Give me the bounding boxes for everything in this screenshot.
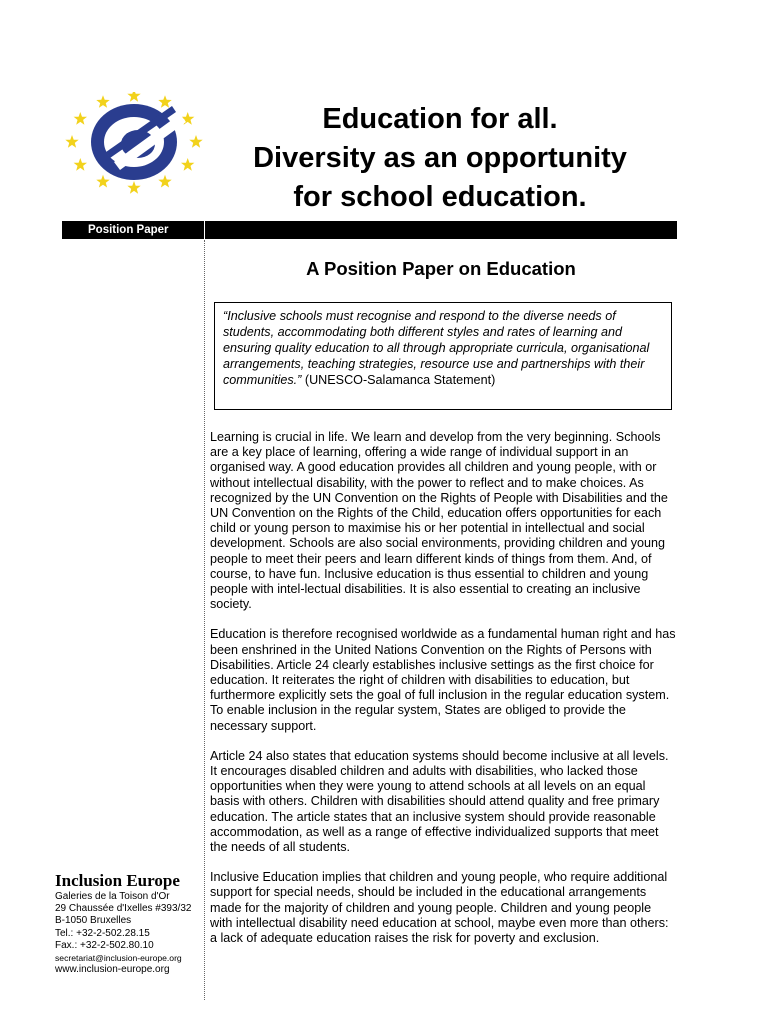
title-line-1: Education for all.: [322, 103, 558, 135]
star-icon: [96, 175, 109, 188]
paragraph-3: Article 24 also states that education systems should become inclusive at all levels. It encourages disabled children and adults with disabilities, who lacked those opportunities when they were young to attend schools at all levels on an equal basis with others. Children with disabilities should attend quality and free primary education. The article states that an inclusive system should provide reasonable accommodation, as well as a range of effective individualized supports that meet the needs of all students.: [210, 748, 669, 855]
paragraph-2: Education is therefore recognised worldwide as a fundamental human right and has been enshrined in the United Nations Convention on the Rights of Persons with Disabilities. Article 24 clearly establishes inclusive settings as the first choice for education. It reiterates the right of children with disabilities to education, but furthermore explicitly sets the goal of full inclusion in the regular education system. To enable inclusion in the regular system, States are obliged to provide the necessary support.: [210, 627, 676, 733]
organization-name: Inclusion Europe: [55, 871, 180, 890]
star-icon: [96, 95, 109, 108]
quote-text: “Inclusive schools must recognise and respond to the diverse needs of students, accommodating both different styles and rates of learning and ensuring quality education to all through appropriate curricula, organisational arrangements, teaching strategies, resource use and partnerships with their communities.”: [223, 309, 650, 387]
paragraph-4: Inclusive Education implies that children and young people, who require additional support for special needs, should be included in the educational arrangements made for the majority of children and young people. Children and young people with intellectual disability need education at school, maybe even more than others: a lack of adequate education raises the risk for poverty and exclusion.: [210, 870, 669, 946]
star-icon: [74, 112, 87, 125]
email-link[interactable]: secretariat@inclusion-europe.org: [55, 953, 182, 964]
address-line-2: 29 Chaussée d'Ixelles #393/32: [55, 903, 192, 915]
organization-contact: [55, 871, 205, 976]
header-bar: [205, 221, 677, 239]
star-icon: [127, 92, 140, 102]
telephone: Tel.: +32-2-502.28.15: [55, 927, 150, 939]
position-paper-label: Position Paper: [62, 221, 204, 239]
title-line-2: Diversity as an opportunity: [253, 142, 627, 174]
website-link[interactable]: www.inclusion-europe.org: [55, 964, 170, 976]
section-subtitle: A Position Paper on Education: [306, 258, 576, 279]
paragraph-1: Learning is crucial in life. We learn and develop from the very beginning. Schools are a key place of learning, offering a wide range of individual support in an organised way. A good education provides all children and young people, with or without intellectual disability, with the power to reflect and to make choices. As recognized by the UN Convention on the Rights of People with Disabilities and the UN Convention on the Rights of the Child, education offers opportunities for each child or young person to maximise his or her potential in intellectual and social development. Schools are also social environments, providing children and young people to meet their peers and learn different kinds of things from them. And, of course, to have fun. Inclusive education is thus essential to children and young people with intel-lectual disabilities. It is also essential to creating an inclusive society.: [210, 430, 668, 612]
address-line-1: Galeries de la Toison d'Or: [55, 891, 170, 902]
document-title: [210, 100, 670, 217]
title-line-3: for school education.: [293, 181, 587, 213]
quote-box: [214, 302, 672, 410]
inclusion-europe-logo: [62, 92, 206, 204]
star-icon: [158, 95, 171, 108]
star-icon: [158, 175, 171, 188]
star-icon: [74, 158, 87, 171]
star-icon: [127, 181, 140, 194]
body-text: [210, 430, 676, 961]
star-icon: [65, 135, 78, 148]
star-icon: [189, 135, 202, 148]
quote-source: (UNESCO-Salamanca Statement): [301, 373, 496, 387]
address-line-3: B-1050 Bruxelles: [55, 915, 132, 927]
fax: Fax.: +32-2-502.80.10: [55, 939, 154, 951]
star-icon: [181, 158, 194, 171]
